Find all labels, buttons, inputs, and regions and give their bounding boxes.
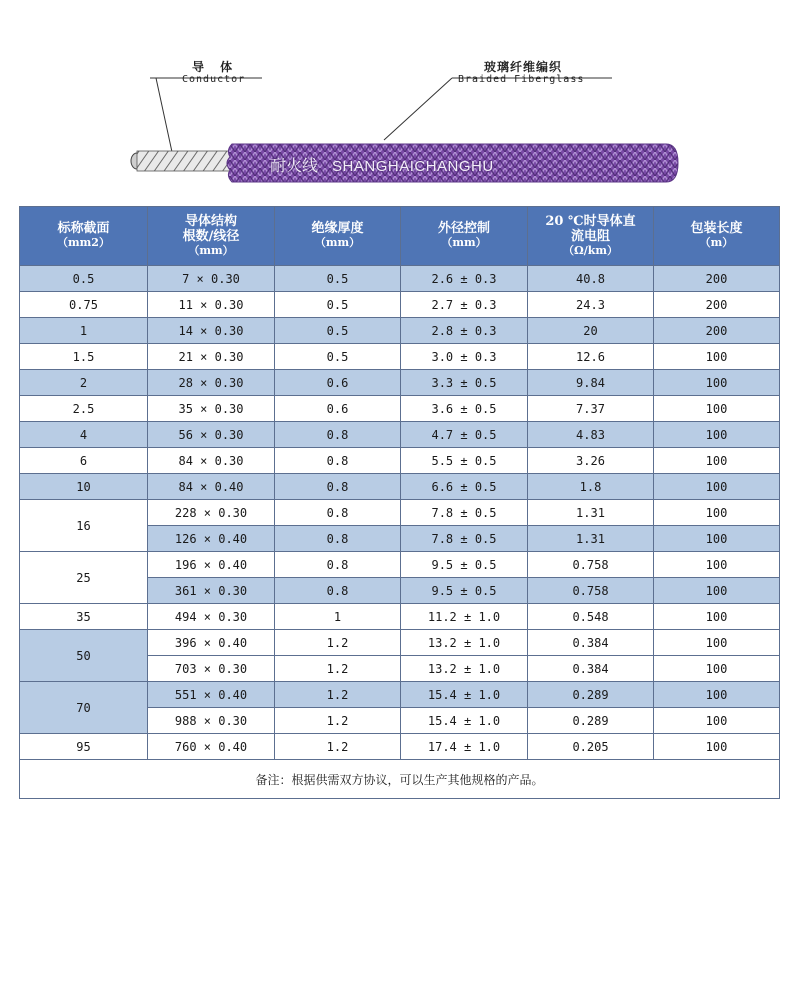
cell-section: 4 xyxy=(20,422,148,448)
cell-insulation: 0.5 xyxy=(275,292,401,318)
cell-length: 100 xyxy=(654,682,780,708)
cell-diameter: 3.6 ± 0.5 xyxy=(401,396,528,422)
cell-length: 100 xyxy=(654,578,780,604)
cell-section: 6 xyxy=(20,448,148,474)
header-outer-diameter: 外径控制 （mm） xyxy=(401,207,528,266)
cell-section: 0.5 xyxy=(20,266,148,292)
cell-resistance: 24.3 xyxy=(528,292,654,318)
table-row xyxy=(20,344,780,370)
cell-structure: 35 × 0.30 xyxy=(148,396,275,422)
braid-label-en: Braided Fiberglass xyxy=(458,74,585,86)
table-row xyxy=(20,370,780,396)
cell-length: 100 xyxy=(654,396,780,422)
cell-insulation: 0.8 xyxy=(275,422,401,448)
cell-diameter: 15.4 ± 1.0 xyxy=(401,708,528,734)
cell-resistance: 3.26 xyxy=(528,448,654,474)
cell-insulation: 1.2 xyxy=(275,734,401,760)
cell-length: 100 xyxy=(654,630,780,656)
cell-length: 200 xyxy=(654,292,780,318)
conductor-label-en: Conductor xyxy=(182,74,246,86)
cell-structure: 760 × 0.40 xyxy=(148,734,275,760)
cell-section: 1.5 xyxy=(20,344,148,370)
header-insulation-thickness: 绝缘厚度 （mm） xyxy=(275,207,401,266)
cell-structure: 494 × 0.30 xyxy=(148,604,275,630)
braid-label xyxy=(458,60,628,86)
cell-structure: 396 × 0.40 xyxy=(148,630,275,656)
cell-length: 200 xyxy=(654,318,780,344)
cell-insulation: 1 xyxy=(275,604,401,630)
cell-length: 100 xyxy=(654,474,780,500)
header-package-length: 包装长度 （m） xyxy=(654,207,780,266)
cell-length: 100 xyxy=(654,448,780,474)
cell-resistance: 40.8 xyxy=(528,266,654,292)
cell-diameter: 9.5 ± 0.5 xyxy=(401,578,528,604)
cell-length: 100 xyxy=(654,422,780,448)
cell-diameter: 2.6 ± 0.3 xyxy=(401,266,528,292)
table-row xyxy=(20,552,780,578)
cell-insulation: 1.2 xyxy=(275,708,401,734)
cable-print xyxy=(270,153,494,176)
cell-section: 50 xyxy=(20,630,148,682)
cell-insulation: 0.8 xyxy=(275,474,401,500)
cell-section: 10 xyxy=(20,474,148,500)
table-note: 备注：根据供需双方协议，可以生产其他规格的产品。 xyxy=(20,760,780,799)
cell-structure: 84 × 0.40 xyxy=(148,474,275,500)
table-row xyxy=(20,318,780,344)
cell-structure: 228 × 0.30 xyxy=(148,500,275,526)
cell-section: 16 xyxy=(20,500,148,552)
cell-length: 100 xyxy=(654,656,780,682)
cell-length: 100 xyxy=(654,526,780,552)
cell-insulation: 0.6 xyxy=(275,370,401,396)
cell-insulation: 0.5 xyxy=(275,318,401,344)
cell-insulation: 0.8 xyxy=(275,578,401,604)
header-conductor-structure: 导体结构 根数/线径 （mm） xyxy=(148,207,275,266)
table-row xyxy=(20,266,780,292)
cell-structure: 28 × 0.30 xyxy=(148,370,275,396)
cell-length: 100 xyxy=(654,604,780,630)
table-row xyxy=(20,292,780,318)
note-row xyxy=(20,760,780,799)
table-row xyxy=(20,500,780,526)
cell-resistance: 0.758 xyxy=(528,552,654,578)
cell-diameter: 5.5 ± 0.5 xyxy=(401,448,528,474)
table-header-row xyxy=(20,207,780,266)
cell-insulation: 1.2 xyxy=(275,656,401,682)
cell-diameter: 7.8 ± 0.5 xyxy=(401,526,528,552)
conductor-leader-line xyxy=(150,78,172,152)
cell-resistance: 4.83 xyxy=(528,422,654,448)
cell-resistance: 0.289 xyxy=(528,682,654,708)
cell-diameter: 2.8 ± 0.3 xyxy=(401,318,528,344)
cell-resistance: 0.205 xyxy=(528,734,654,760)
cell-resistance: 1.31 xyxy=(528,526,654,552)
table-row xyxy=(20,734,780,760)
cell-resistance: 1.31 xyxy=(528,500,654,526)
cell-section: 0.75 xyxy=(20,292,148,318)
cell-section: 25 xyxy=(20,552,148,604)
cell-structure: 551 × 0.40 xyxy=(148,682,275,708)
cell-diameter: 7.8 ± 0.5 xyxy=(401,500,528,526)
cell-length: 200 xyxy=(654,266,780,292)
cell-diameter: 3.0 ± 0.3 xyxy=(401,344,528,370)
cell-structure: 14 × 0.30 xyxy=(148,318,275,344)
cell-resistance: 9.84 xyxy=(528,370,654,396)
cell-structure: 7 × 0.30 xyxy=(148,266,275,292)
braid-leader-line xyxy=(384,78,452,140)
cell-length: 100 xyxy=(654,708,780,734)
cell-length: 100 xyxy=(654,552,780,578)
table-row xyxy=(20,396,780,422)
cell-resistance: 12.6 xyxy=(528,344,654,370)
cell-insulation: 0.8 xyxy=(275,448,401,474)
cell-diameter: 6.6 ± 0.5 xyxy=(401,474,528,500)
cable-print-zh: 耐火线 xyxy=(270,156,319,175)
cell-diameter: 9.5 ± 0.5 xyxy=(401,552,528,578)
cell-structure: 988 × 0.30 xyxy=(148,708,275,734)
cell-length: 100 xyxy=(654,500,780,526)
table-row xyxy=(20,682,780,708)
cell-diameter: 13.2 ± 1.0 xyxy=(401,656,528,682)
spec-table xyxy=(19,206,780,799)
cell-diameter: 15.4 ± 1.0 xyxy=(401,682,528,708)
header-dc-resistance: 20 ℃时导体直 流电阻 （Ω/km） xyxy=(528,207,654,266)
cell-resistance: 0.548 xyxy=(528,604,654,630)
cell-section: 2.5 xyxy=(20,396,148,422)
cell-diameter: 11.2 ± 1.0 xyxy=(401,604,528,630)
cell-section: 95 xyxy=(20,734,148,760)
cell-diameter: 13.2 ± 1.0 xyxy=(401,630,528,656)
cable-print-brand: SHANGHAICHANGHU xyxy=(332,158,494,175)
cell-structure: 126 × 0.40 xyxy=(148,526,275,552)
cell-structure: 196 × 0.40 xyxy=(148,552,275,578)
cell-section: 70 xyxy=(20,682,148,734)
cell-resistance: 0.289 xyxy=(528,708,654,734)
cell-diameter: 17.4 ± 1.0 xyxy=(401,734,528,760)
cell-structure: 703 × 0.30 xyxy=(148,656,275,682)
conductor-label-zh: 导 体 xyxy=(192,60,239,74)
braid-label-zh: 玻璃纤维编织 xyxy=(484,60,563,74)
cell-resistance: 0.384 xyxy=(528,630,654,656)
conductor-strands xyxy=(137,151,237,171)
cell-resistance: 0.758 xyxy=(528,578,654,604)
cell-insulation: 0.6 xyxy=(275,396,401,422)
cell-insulation: 1.2 xyxy=(275,630,401,656)
cell-insulation: 0.8 xyxy=(275,552,401,578)
cell-diameter: 2.7 ± 0.3 xyxy=(401,292,528,318)
cell-structure: 21 × 0.30 xyxy=(148,344,275,370)
cell-structure: 361 × 0.30 xyxy=(148,578,275,604)
cell-resistance: 1.8 xyxy=(528,474,654,500)
cell-length: 100 xyxy=(654,370,780,396)
cell-section: 35 xyxy=(20,604,148,630)
cell-resistance: 0.384 xyxy=(528,656,654,682)
cell-length: 100 xyxy=(654,344,780,370)
cell-structure: 84 × 0.30 xyxy=(148,448,275,474)
cell-length: 100 xyxy=(654,734,780,760)
cell-structure: 11 × 0.30 xyxy=(148,292,275,318)
cell-insulation: 1.2 xyxy=(275,682,401,708)
cell-insulation: 0.5 xyxy=(275,344,401,370)
table-row xyxy=(20,422,780,448)
cell-insulation: 0.8 xyxy=(275,500,401,526)
cable-diagram xyxy=(0,0,800,205)
cell-insulation: 0.5 xyxy=(275,266,401,292)
conductor-label xyxy=(182,60,262,86)
cell-resistance: 20 xyxy=(528,318,654,344)
table-row xyxy=(20,604,780,630)
cell-section: 2 xyxy=(20,370,148,396)
cell-resistance: 7.37 xyxy=(528,396,654,422)
cell-diameter: 3.3 ± 0.5 xyxy=(401,370,528,396)
cell-insulation: 0.8 xyxy=(275,526,401,552)
cell-section: 1 xyxy=(20,318,148,344)
header-nominal-section: 标称截面 （mm2） xyxy=(20,207,148,266)
table-body xyxy=(20,266,780,760)
table-row xyxy=(20,630,780,656)
cell-structure: 56 × 0.30 xyxy=(148,422,275,448)
table-row xyxy=(20,474,780,500)
table-row xyxy=(20,448,780,474)
cell-diameter: 4.7 ± 0.5 xyxy=(401,422,528,448)
